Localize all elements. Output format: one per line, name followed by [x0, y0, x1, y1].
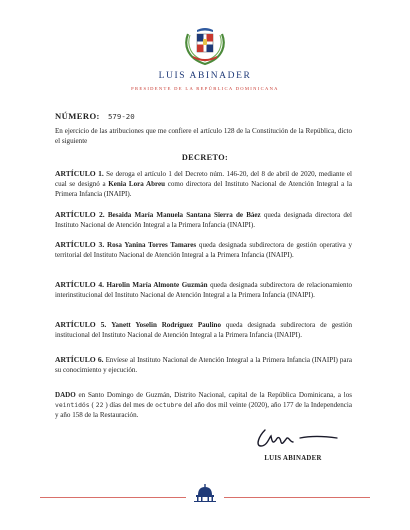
header-name: LUIS ABINADER: [158, 71, 252, 81]
header-subtitle: PRESIDENTE DE LA REPÚBLICA DOMINICANA: [131, 86, 279, 91]
article-label: ARTÍCULO 5.: [55, 320, 107, 329]
article-text: como directora del Instituto Nacional de Atención Integral a la Primera Infancia (INAIPI).: [55, 180, 352, 199]
decree-number: [55, 111, 135, 121]
article-text: Se deroga el artículo 1 del Decreto núm. 146-20, del 8 de abril de 2020, mediante el cual se designó a: [55, 170, 352, 189]
article-label: ARTÍCULO 3.: [55, 240, 105, 249]
article-person-name: Besaida María Manuela Santana Sierra de Báez: [107, 211, 261, 219]
closing-text: en Santo Domingo de Guzmán, Distrito Nacional, capital de la República Dominicana, a los: [75, 391, 352, 399]
article-person-name: Yanett Yoselin Rodríguez Paulino: [111, 321, 221, 329]
article-2: [55, 210, 352, 230]
palace-dome-icon: [192, 484, 218, 502]
month-name: octubre: [155, 401, 182, 410]
closing-text: ) días del mes de: [103, 401, 156, 410]
article-3: [55, 240, 352, 260]
day-number: 22: [95, 401, 104, 410]
article-label: ARTÍCULO 1.: [55, 169, 104, 178]
article-1: [55, 169, 352, 200]
article-label: ARTÍCULO 6.: [55, 355, 104, 364]
closing-paragraph: [55, 390, 352, 421]
footer-line-left: [40, 497, 186, 498]
article-label: ARTÍCULO 2.: [55, 210, 105, 219]
article-text: queda designada subdirectora de gestión institucional del Instituto Nacional de Atención Integral a la Primera Infancia (INAIPI).: [55, 321, 352, 340]
closing-text: del año dos mil veinte (2020), año 177 de la Independencia y año 158 de la Restauración.: [55, 401, 352, 420]
closing-text: (: [89, 401, 96, 410]
intro-paragraph: En ejercicio de las atribuciones que me confiere el artículo 128 de la Constitución de la República, dicto el siguiente: [55, 127, 352, 146]
article-4: [55, 280, 352, 300]
decree-number-label: NÚMERO:: [55, 111, 100, 121]
article-text: Envíese al Instituto Nacional de Atención Integral a la Primera Infancia (INAIPI) para su conocimiento y ejecución.: [55, 356, 352, 375]
article-6: [55, 355, 352, 375]
article-text: queda designada directora del Instituto Nacional de Atención Integral a la Primera Infancia (INAIPI).: [55, 211, 352, 230]
article-person-name: Harolin María Almonte Guzmán: [106, 281, 208, 289]
footer-line-right: [224, 497, 370, 498]
article-person-name: Rosa Yanina Torres Tamares: [107, 241, 197, 249]
signature-name: LUIS ABINADER: [264, 455, 322, 462]
decree-heading: DECRETO:: [181, 153, 229, 162]
article-label: ARTÍCULO 4.: [55, 280, 105, 289]
day-in-words: veintidós: [55, 401, 90, 410]
decree-number-value: 579-20: [107, 112, 135, 121]
article-text: queda designada subdirectora de gestión operativa y territorial del Instituto Nacional de Atención Integral a la Primera Infancia (INAIPI).: [55, 241, 352, 260]
handwritten-signature: [245, 424, 345, 452]
article-person-name: Kenia Lora Abreu: [108, 180, 166, 189]
closing-dado: DADO: [55, 391, 76, 399]
article-text: queda designada subdirectora de relacionamiento interinstitucional del Instituto Nacional de Atención Integral a la Primera Infancia (INAIPI).: [55, 281, 353, 300]
coat-of-arms-icon: [183, 26, 227, 66]
article-5: [55, 320, 352, 340]
